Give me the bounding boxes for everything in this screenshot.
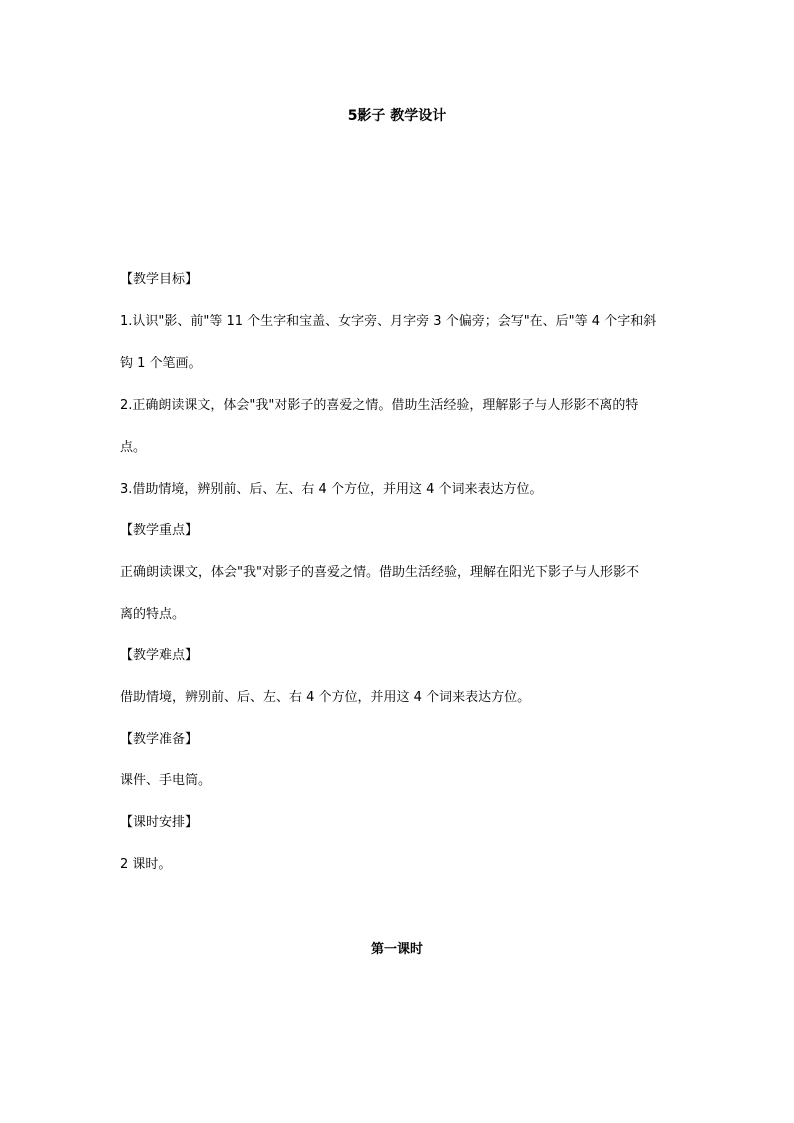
key-points-heading: 【教学重点】 bbox=[120, 523, 199, 538]
key-points-line-2: 离的特点。 bbox=[120, 607, 186, 622]
objectives-heading: 【教学目标】 bbox=[120, 272, 199, 287]
key-points-line-1: 正确朗读课文，体会"我"对影子的喜爱之情。借助生活经验，理解在阳光下影子与人形影不 bbox=[120, 565, 639, 580]
schedule-text: 2 课时。 bbox=[120, 857, 172, 872]
objective-2-line-1: 2.正确朗读课文，体会"我"对影子的喜爱之情。借助生活经验，理解影子与人形影不离的特 bbox=[120, 398, 639, 413]
document-title: 5影子 教学设计 bbox=[347, 108, 447, 124]
objective-1-line-1: 1.认识"影、前"等 11 个生字和宝盖、女字旁、月字旁 3 个偏旁；会写"在、后"等 4 个字和斜 bbox=[120, 314, 657, 329]
objective-2-line-2: 点。 bbox=[120, 440, 147, 455]
preparation-text: 课件、手电筒。 bbox=[120, 773, 212, 788]
objective-1-line-2: 钩 1 个笔画。 bbox=[120, 356, 202, 371]
schedule-heading: 【课时安排】 bbox=[120, 815, 199, 830]
difficulties-text: 借助情境，辨别前、后、左、右 4 个方位，并用这 4 个词来表达方位。 bbox=[120, 690, 531, 705]
preparation-heading: 【教学准备】 bbox=[120, 732, 199, 747]
lesson-title: 第一课时 bbox=[370, 942, 423, 957]
objective-3: 3.借助情境，辨别前、后、左、右 4 个方位，并用这 4 个词来表达方位。 bbox=[120, 482, 543, 497]
difficulties-heading: 【教学难点】 bbox=[120, 648, 199, 663]
document-body bbox=[120, 270, 680, 897]
